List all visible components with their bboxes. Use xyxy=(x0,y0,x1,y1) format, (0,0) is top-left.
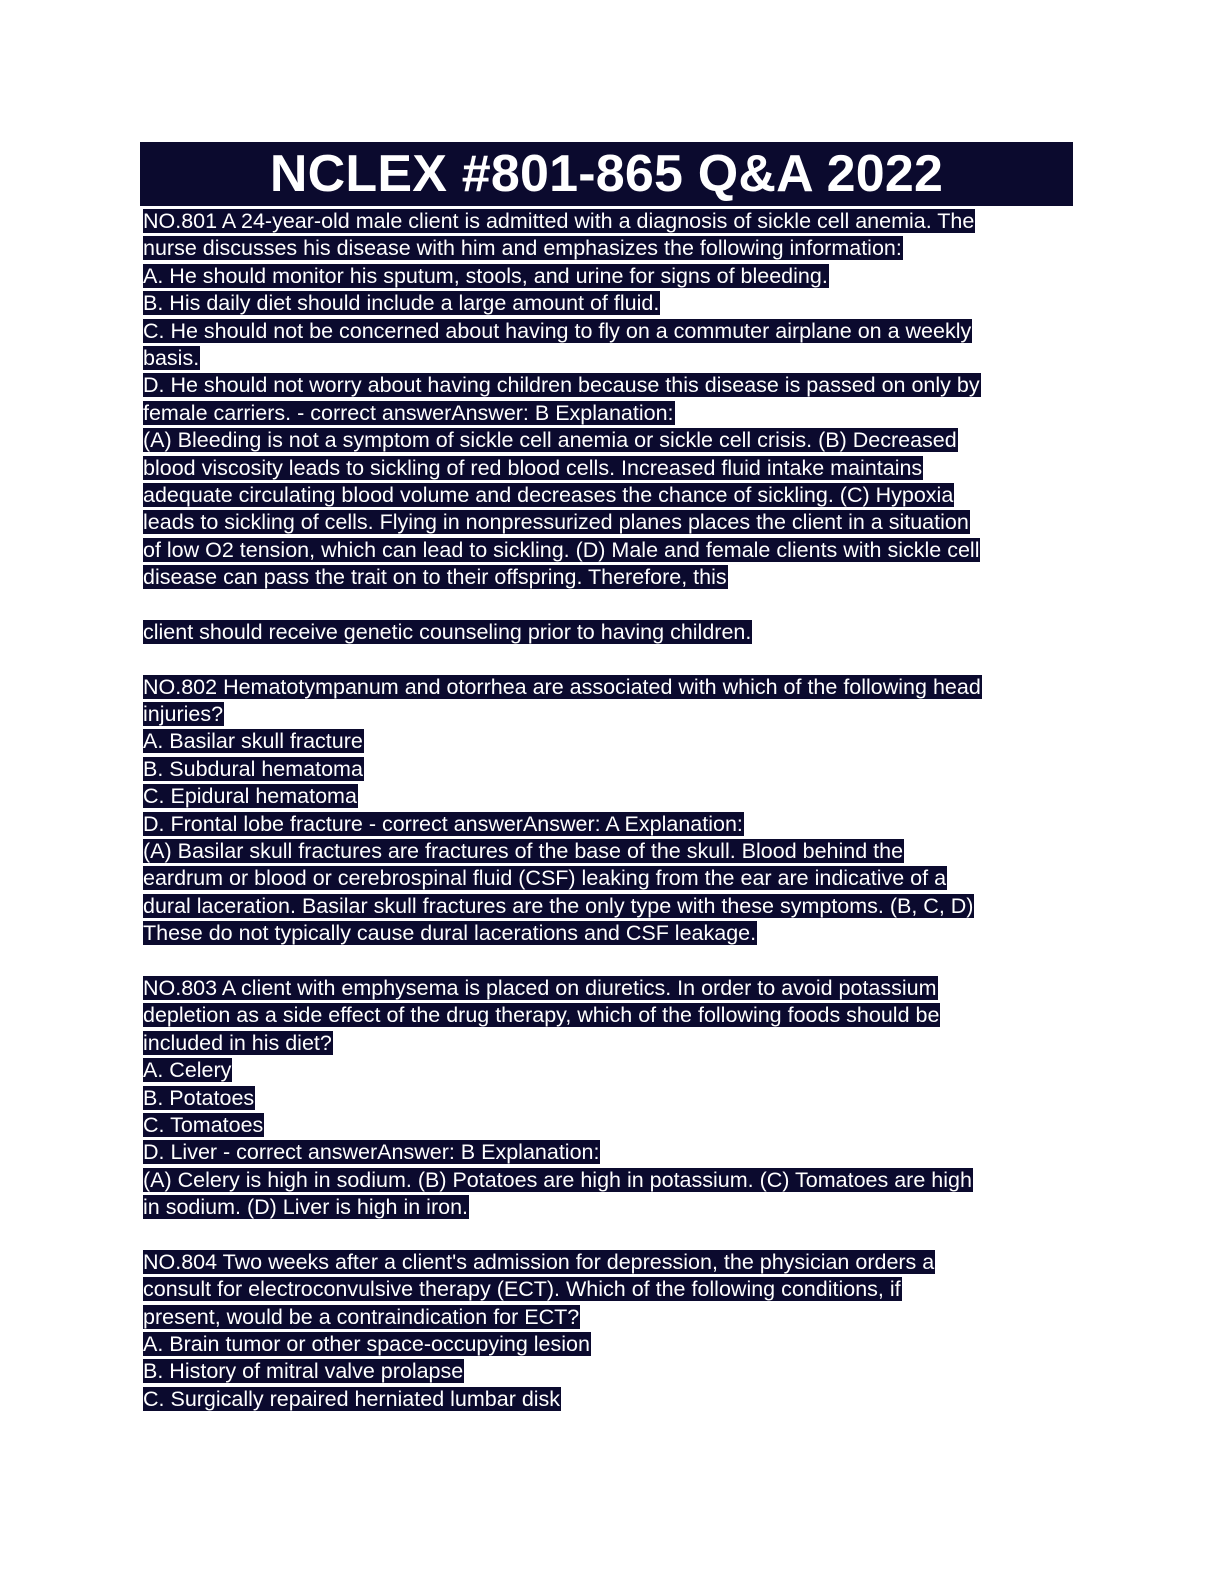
text-line xyxy=(143,262,1078,289)
highlighted-text: depletion as a side effect of the drug therapy, which of the following foods should be xyxy=(143,1003,940,1028)
text-line xyxy=(143,563,1078,590)
text-line xyxy=(143,1056,1078,1083)
highlighted-text: B. His daily diet should include a large amount of fluid. xyxy=(143,291,660,316)
highlighted-text: These do not typically cause dural lacerations and CSF leakage. xyxy=(143,921,757,946)
highlighted-text: A. Celery xyxy=(143,1058,232,1083)
blank-line xyxy=(143,590,1078,617)
text-line xyxy=(143,1084,1078,1111)
text-line xyxy=(143,755,1078,782)
highlighted-text: adequate circulating blood volume and decreases the chance of sickling. (C) Hypoxia xyxy=(143,482,954,507)
text-line xyxy=(143,1001,1078,1028)
text-line xyxy=(143,399,1078,426)
highlighted-text: client should receive genetic counseling prior to having children. xyxy=(143,619,752,644)
text-line xyxy=(143,1330,1078,1357)
text-line xyxy=(143,1275,1078,1302)
highlighted-text: B. Potatoes xyxy=(143,1085,255,1110)
highlighted-text: C. Epidural hematoma xyxy=(143,784,357,809)
highlighted-text: disease can pass the trait on to their offspring. Therefore, this xyxy=(143,565,727,590)
text-line xyxy=(143,1166,1078,1193)
text-line xyxy=(143,508,1078,535)
highlighted-text: D. Frontal lobe fracture - correct answerAnswer: A Explanation: xyxy=(143,811,743,836)
highlighted-text: female carriers. - correct answerAnswer: B Explanation: xyxy=(143,400,674,425)
highlighted-text: B. History of mitral valve prolapse xyxy=(143,1359,464,1384)
text-line xyxy=(143,618,1078,645)
text-line xyxy=(143,317,1078,344)
highlighted-text: B. Subdural hematoma xyxy=(143,756,363,781)
highlighted-text: C. Tomatoes xyxy=(143,1112,264,1137)
text-line xyxy=(143,1111,1078,1138)
highlighted-text: (A) Bleeding is not a symptom of sickle cell anemia or sickle cell crisis. (B) Decreased xyxy=(143,428,957,453)
text-line xyxy=(143,782,1078,809)
text-line xyxy=(143,892,1078,919)
highlighted-text: NO.801 A 24-year-old male client is admitted with a diagnosis of sickle cell anemia. The xyxy=(143,209,975,233)
highlighted-text: NO.804 Two weeks after a client's admission for depression, the physician orders a xyxy=(143,1249,935,1274)
text-line xyxy=(143,207,1078,234)
highlighted-text: D. He should not worry about having children because this disease is passed on only by xyxy=(143,373,980,398)
highlighted-text: blood viscosity leads to sickling of red blood cells. Increased fluid intake maintains xyxy=(143,455,923,480)
document-title: NCLEX #801-865 Q&A 2022 xyxy=(140,142,1073,206)
text-line xyxy=(143,1248,1078,1275)
text-line xyxy=(143,426,1078,453)
text-line xyxy=(143,536,1078,563)
text-line xyxy=(143,700,1078,727)
highlighted-text: (A) Celery is high in sodium. (B) Potatoes are high in potassium. (C) Tomatoes are high xyxy=(143,1167,972,1192)
highlighted-text: included in his diet? xyxy=(143,1030,332,1055)
highlighted-text: NO.803 A client with emphysema is placed on diuretics. In order to avoid potassium xyxy=(143,975,937,1000)
blank-line xyxy=(143,947,1078,974)
text-line xyxy=(143,864,1078,891)
text-line xyxy=(143,1303,1078,1330)
highlighted-text: dural laceration. Basilar skull fractures are the only type with these symptoms. (B, C, D) xyxy=(143,893,974,918)
text-line xyxy=(143,481,1078,508)
text-line xyxy=(143,974,1078,1001)
document-body xyxy=(143,207,1078,1412)
highlighted-text: A. Basilar skull fracture xyxy=(143,729,363,754)
text-line xyxy=(143,1193,1078,1220)
highlighted-text: eardrum or blood or cerebrospinal fluid (CSF) leaking from the ear are indicative of a xyxy=(143,866,947,891)
highlighted-text: in sodium. (D) Liver is high in iron. xyxy=(143,1195,469,1220)
highlighted-text: present, would be a contraindication for ECT? xyxy=(143,1304,580,1329)
text-line xyxy=(143,234,1078,261)
blank-line xyxy=(143,645,1078,672)
highlighted-text: A. Brain tumor or other space-occupying lesion xyxy=(143,1332,590,1357)
highlighted-text: of low O2 tension, which can lead to sickling. (D) Male and female clients with sickle cell xyxy=(143,537,980,562)
highlighted-text: basis. xyxy=(143,345,200,370)
blank-line xyxy=(143,1220,1078,1247)
text-line xyxy=(143,344,1078,371)
highlighted-text: consult for electroconvulsive therapy (ECT). Which of the following conditions, if xyxy=(143,1277,901,1302)
text-line xyxy=(143,727,1078,754)
highlighted-text: injuries? xyxy=(143,702,224,727)
highlighted-text: NO.802 Hematotympanum and otorrhea are associated with which of the following head xyxy=(143,674,981,699)
highlighted-text: (A) Basilar skull fractures are fractures of the base of the skull. Blood behind the xyxy=(143,838,904,863)
text-line xyxy=(143,454,1078,481)
text-line xyxy=(143,673,1078,700)
highlighted-text: nurse discusses his disease with him and emphasizes the following information: xyxy=(143,236,902,261)
text-line xyxy=(143,371,1078,398)
text-line xyxy=(143,810,1078,837)
text-line xyxy=(143,1029,1078,1056)
highlighted-text: A. He should monitor his sputum, stools, and urine for signs of bleeding. xyxy=(143,263,828,288)
text-line xyxy=(143,1385,1078,1412)
highlighted-text: C. He should not be concerned about having to fly on a commuter airplane on a weekly xyxy=(143,318,972,343)
text-line xyxy=(143,837,1078,864)
text-line xyxy=(143,1357,1078,1384)
text-line xyxy=(143,289,1078,316)
text-line xyxy=(143,919,1078,946)
text-line xyxy=(143,1138,1078,1165)
highlighted-text: C. Surgically repaired herniated lumbar disk xyxy=(143,1386,561,1411)
highlighted-text: D. Liver - correct answerAnswer: B Explanation: xyxy=(143,1140,600,1165)
highlighted-text: leads to sickling of cells. Flying in nonpressurized planes places the client in a situation xyxy=(143,510,969,535)
